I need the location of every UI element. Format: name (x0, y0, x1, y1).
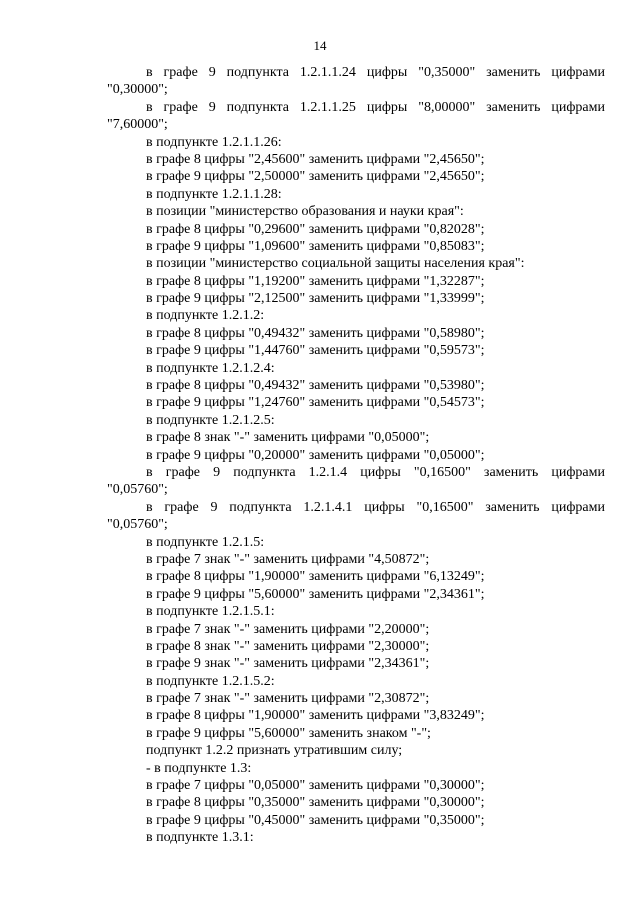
text-line: в подпункте 1.2.1.5: (146, 534, 265, 550)
text-line: в графе 8 цифры "0,49432" заменить цифрами "0,58980"; (146, 325, 485, 341)
document-body (107, 64, 605, 847)
text-line: "0,05760"; (107, 482, 168, 498)
text-line: в графе 8 цифры "0,29600" заменить цифрами "0,82028"; (146, 221, 485, 237)
text-line: в графе 9 знак "-" заменить цифрами "2,34361"; (146, 656, 430, 672)
text-line: "7,60000"; (107, 117, 168, 133)
text-line: в графе 9 подпункта 1.2.1.4 цифры "0,16500" заменить цифрами (146, 464, 605, 480)
text-line: в графе 9 цифры "0,45000" заменить цифрами "0,35000"; (146, 812, 485, 828)
text-line: в графе 8 цифры "1,90000" заменить цифрами "3,83249"; (146, 708, 485, 724)
text-line: "0,05760"; (107, 517, 168, 533)
text-line: в подпункте 1.2.1.1.26: (146, 134, 282, 150)
text-line: в позиции "министерство образования и науки края": (146, 204, 464, 220)
text-line: в графе 9 цифры "1,24760" заменить цифрами "0,54573"; (146, 395, 485, 411)
text-line: подпункт 1.2.2 признать утратившим силу; (146, 743, 403, 759)
text-line: в подпункте 1.2.1.5.1: (146, 604, 275, 620)
text-line: в подпункте 1.2.1.2: (146, 308, 265, 324)
text-line: в графе 9 цифры "0,20000" заменить цифрами "0,05000"; (146, 447, 485, 463)
text-line: в графе 9 подпункта 1.2.1.4.1 цифры "0,16500" заменить цифрами (146, 499, 605, 515)
text-line: в графе 7 знак "-" заменить цифрами "2,20000"; (146, 621, 430, 637)
text-line: в подпункте 1.3.1: (146, 830, 254, 846)
text-line: в графе 7 цифры "0,05000" заменить цифрами "0,30000"; (146, 778, 485, 794)
text-line: в графе 9 подпункта 1.2.1.1.24 цифры "0,35000" заменить цифрами (146, 65, 605, 80)
text-line: в графе 8 знак "-" заменить цифрами "2,30000"; (146, 638, 430, 654)
text-line: в графе 9 цифры "1,44760" заменить цифрами "0,59573"; (146, 343, 485, 359)
page-number: 14 (313, 38, 327, 53)
text-line: "0,30000"; (107, 82, 168, 98)
text-line: в графе 9 цифры "5,60000" заменить знаком "-"; (146, 725, 431, 741)
text-line: в графе 8 цифры "1,19200" заменить цифрами "1,32287"; (146, 273, 485, 289)
text-line: в графе 9 подпункта 1.2.1.1.25 цифры "8,00000" заменить цифрами (146, 99, 605, 115)
text-line: в графе 7 знак "-" заменить цифрами "4,50872"; (146, 551, 430, 567)
text-line: в графе 8 цифры "1,90000" заменить цифрами "6,13249"; (146, 569, 485, 585)
text-line: - в подпункте 1.3: (146, 760, 252, 776)
text-line: в подпункте 1.2.1.2.4: (146, 360, 275, 376)
text-line: в графе 8 цифры "0,35000" заменить цифрами "0,30000"; (146, 795, 485, 811)
text-line: в графе 9 цифры "2,12500" заменить цифрами "1,33999"; (146, 291, 485, 307)
text-line: в подпункте 1.2.1.5.2: (146, 673, 275, 689)
text-line: в графе 7 знак "-" заменить цифрами "2,30872"; (146, 691, 430, 707)
text-line: в графе 8 знак "-" заменить цифрами "0,05000"; (146, 430, 430, 446)
text-line: в подпункте 1.2.1.1.28: (146, 186, 282, 202)
text-line: в графе 8 цифры "0,49432" заменить цифрами "0,53980"; (146, 378, 485, 394)
text-line: в графе 9 цифры "1,09600" заменить цифрами "0,85083"; (146, 238, 485, 254)
text-line: в графе 9 цифры "5,60000" заменить цифрами "2,34361"; (146, 586, 485, 602)
text-line: в графе 8 цифры "2,45600" заменить цифрами "2,45650"; (146, 151, 485, 167)
text-line: в подпункте 1.2.1.2.5: (146, 412, 275, 428)
text-line: в графе 9 цифры "2,50000" заменить цифрами "2,45650"; (146, 169, 485, 185)
text-line: в позиции "министерство социальной защиты населения края": (146, 256, 525, 272)
